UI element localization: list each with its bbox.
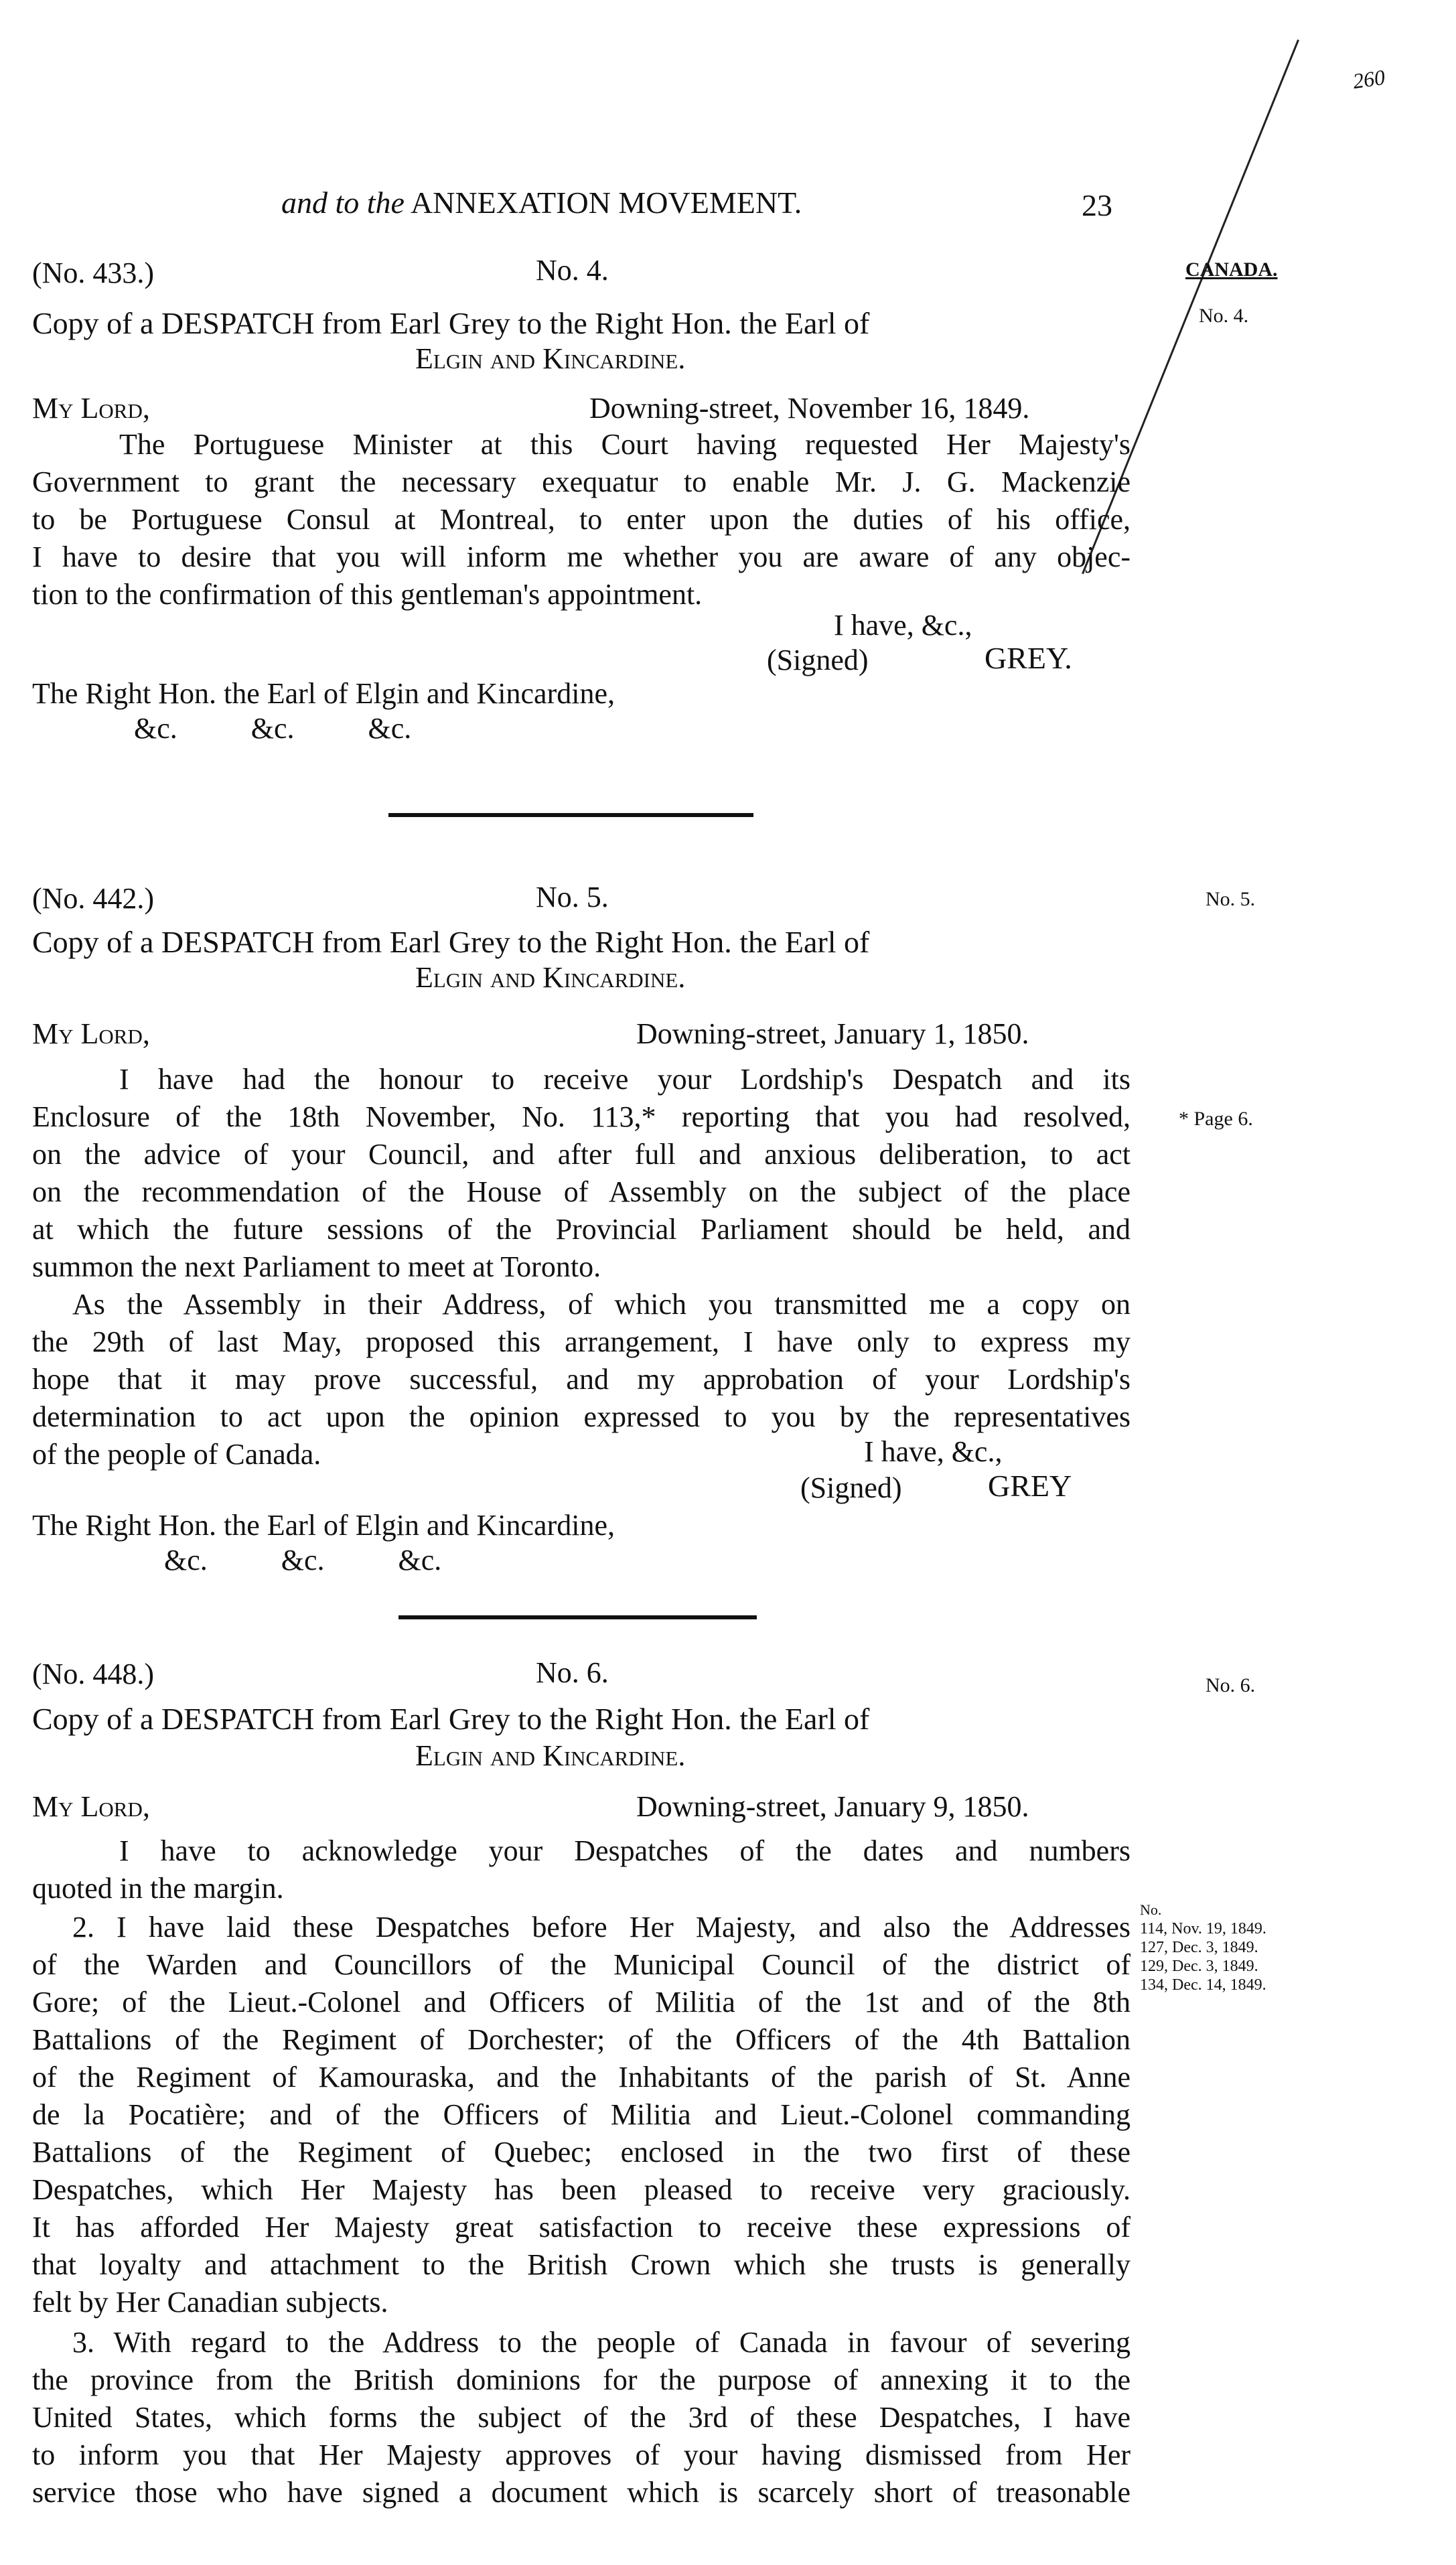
d3-line: 3. With regard to the Address to the people of Canada in favour of severing [72,2326,1131,2359]
d3-num: No. 6. [536,1656,609,1689]
d3-dateline: Downing-street, January 9, 1850. [636,1790,1029,1823]
d2-line: I have had the honour to receive your Lordship's Despatch and its [119,1063,1131,1096]
margin-page6: * Page 6. [1179,1108,1253,1130]
running-title-main: ANNEXATION MOVEMENT. [410,186,802,220]
d2-line: at which the future sessions of the Provincial Parliament should be held, and [32,1213,1131,1246]
d2-line: summon the next Parliament to meet at Toronto. [32,1250,601,1283]
d2-addressee: The Right Hon. the Earl of Elgin and Kincardine, [32,1509,615,1542]
margin-no4: No. 4. [1199,305,1249,327]
d2-signed: (Signed) [800,1471,902,1504]
d3-line: service those who have signed a document which is scarcely short of treasonable [32,2476,1131,2509]
d1-signer: GREY. [985,641,1072,675]
d1-salutation: My Lord, [32,392,150,425]
d1-etc: &c. &c. &c. [134,712,412,745]
d3-line: Despatches, which Her Majesty has been pleased to receive very graciously. [32,2173,1131,2206]
d2-line: on the advice of your Council, and after full and anxious deliberation, to act [32,1138,1131,1171]
d1-title-line2: Elgin and Kincardine. [415,342,686,375]
d2-line: of the people of Canada. [32,1438,321,1471]
d3-line: quoted in the margin. [32,1872,284,1905]
d2-paragraph-1 [32,1061,1131,1286]
margin-refs-head: No. [1140,1901,1162,1918]
d2-line: the 29th of last May, proposed this arrangement, I have only to express my [32,1325,1131,1358]
section-divider [388,813,753,817]
d3-title-line2: Elgin and Kincardine. [415,1739,686,1772]
d2-signer: GREY [988,1469,1072,1503]
d3-line: felt by Her Canadian subjects. [32,2286,388,2319]
running-title-prefix: and to the [281,186,405,220]
d3-line: of the Warden and Councillors of the Municipal Council of the district of [32,1948,1131,1981]
d2-title-line1: Copy of a DESPATCH from Earl Grey to the Right Hon. the Earl of [32,925,870,959]
d3-line: the province from the British dominions for the purpose of annexing it to the [32,2363,1131,2396]
d3-line: de la Pocatière; and of the Officers of Militia and Lieut.-Colonel commanding [32,2098,1131,2131]
d2-line: Enclosure of the 18th November, No. 113,* reporting that you had resolved, [32,1100,1131,1133]
margin-ref: 134, Dec. 14, 1849. [1140,1976,1266,1994]
d2-line: hope that it may prove successful, and my approbation of your Lordship's [32,1363,1131,1396]
d3-line: of the Regiment of Kamouraska, and the Inhabitants of the parish of St. Anne [32,2061,1131,2094]
d1-close: I have, &c., [834,609,972,642]
corner-mark: 260 [1351,64,1387,94]
d2-line: on the recommendation of the House of Assembly on the subject of the place [32,1175,1131,1208]
d3-line: 2. I have laid these Despatches before Her Majesty, and also the Addresses [72,1911,1131,1944]
d1-addressee: The Right Hon. the Earl of Elgin and Kincardine, [32,677,615,710]
margin-refs [1140,1901,1266,1994]
d2-dateline: Downing-street, January 1, 1850. [636,1017,1029,1050]
d2-num: No. 5. [536,881,609,913]
d1-line: The Portuguese Minister at this Court having requested Her Majesty's [119,428,1131,461]
d2-title-line2: Elgin and Kincardine. [415,961,686,994]
d2-line: As the Assembly in their Address, of which you transmitted me a copy on [72,1288,1131,1321]
d3-line: I have to acknowledge your Despatches of the dates and numbers [119,1834,1131,1867]
d2-line: determination to act upon the opinion expressed to you by the representatives [32,1400,1131,1433]
d3-paragraph-3 [32,2324,1131,2511]
d1-dateline: Downing-street, November 16, 1849. [589,392,1030,425]
d1-paragraph [32,426,1131,613]
d1-line: I have to desire that you will inform me whether you are aware of any objec- [32,540,1131,573]
d1-ref: (No. 433.) [32,256,155,289]
d1-line: Government to grant the necessary exequatur to enable Mr. J. G. Mackenzie [32,465,1131,498]
margin-no6: No. 6. [1206,1674,1256,1696]
d3-ref: (No. 448.) [32,1658,155,1690]
section-divider [398,1615,757,1619]
d1-num: No. 4. [536,254,609,287]
page-number: 23 [1082,188,1112,222]
d3-paragraph-2 [32,1909,1131,2321]
d2-salutation: My Lord, [32,1017,150,1050]
d3-paragraph-1 [32,1832,1131,1907]
d1-title-line1: Copy of a DESPATCH from Earl Grey to the Right Hon. the Earl of [32,306,870,340]
d3-line: that loyalty and attachment to the British Crown which she trusts is generally [32,2248,1131,2281]
d1-line: to be Portuguese Consul at Montreal, to enter upon the duties of his office, [32,503,1131,536]
d3-line: Battalions of the Regiment of Dorchester; of the Officers of the 4th Battalion [32,2023,1131,2056]
running-title [281,185,802,220]
margin-canada: CANADA. [1185,259,1278,281]
d3-title-line1: Copy of a DESPATCH from Earl Grey to the Right Hon. the Earl of [32,1702,870,1736]
margin-ref: 114, Nov. 19, 1849. [1140,1920,1266,1937]
d3-line: United States, which forms the subject of the 3rd of these Despatches, I have [32,2401,1131,2434]
d3-line: Gore; of the Lieut.-Colonel and Officers of Militia of the 1st and of the 8th [32,1986,1131,2019]
d2-etc: &c. &c. &c. [164,1544,442,1577]
d3-line: Battalions of the Regiment of Quebec; enclosed in the two first of these [32,2136,1131,2169]
margin-ref: 129, Dec. 3, 1849. [1140,1958,1258,1975]
margin-no5: No. 5. [1206,888,1256,910]
d1-line: tion to the confirmation of this gentleman's appointment. [32,578,703,611]
d2-close: I have, &c., [864,1435,1003,1468]
margin-ref: 127, Dec. 3, 1849. [1140,1939,1258,1956]
d2-ref: (No. 442.) [32,882,155,915]
d3-salutation: My Lord, [32,1790,150,1823]
d3-line: to inform you that Her Majesty approves of your having dismissed from Her [32,2438,1131,2471]
d3-line: It has afforded Her Majesty great satisfaction to receive these expressions of [32,2211,1131,2244]
d1-signed: (Signed) [767,644,869,676]
